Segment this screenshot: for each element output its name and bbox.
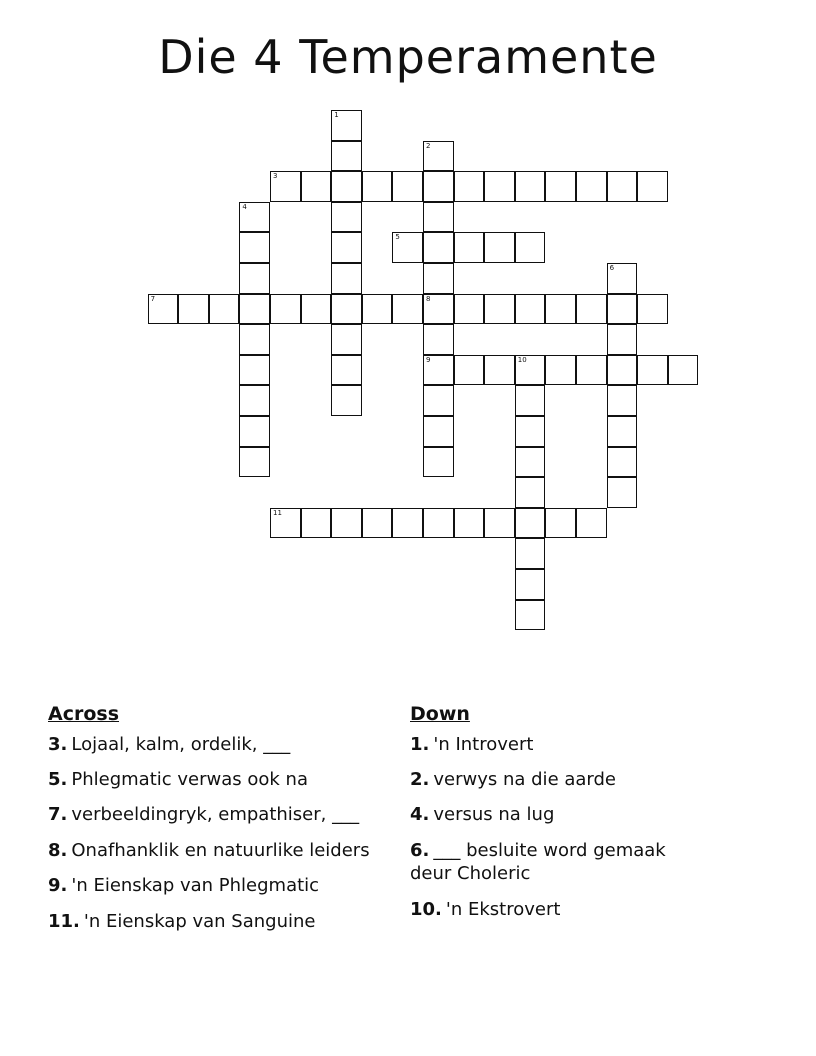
grid-cell[interactable] (423, 263, 454, 294)
cell-number: 6 (609, 264, 615, 272)
grid-cell[interactable] (668, 355, 699, 386)
grid-cell[interactable] (454, 294, 485, 325)
page-title: Die 4 Temperamente (158, 30, 658, 84)
clue-number: 5. (48, 769, 68, 791)
clue-number: 9. (48, 875, 68, 897)
clue-down-2 (410, 768, 710, 791)
grid-cell[interactable] (515, 600, 546, 631)
grid-cell[interactable] (423, 202, 454, 233)
grid-cell[interactable] (454, 355, 485, 386)
grid-cell[interactable] (423, 355, 454, 386)
grid-cell[interactable] (362, 294, 393, 325)
clue-across-5 (48, 768, 388, 791)
grid-cell[interactable] (239, 324, 270, 355)
grid-cell[interactable] (239, 416, 270, 447)
clue-text: 'n Eienskap van Sanguine (83, 910, 316, 932)
grid-cell[interactable] (331, 110, 362, 141)
grid-cell[interactable] (515, 569, 546, 600)
cell-number: 4 (242, 202, 247, 211)
down-clues (410, 702, 710, 933)
grid-cell[interactable] (331, 324, 362, 355)
grid-cell[interactable] (270, 294, 301, 325)
grid-cell[interactable] (423, 385, 454, 416)
clue-text: Lojaal, kalm, ordelik, ___ (71, 733, 291, 755)
grid-cell[interactable] (392, 171, 423, 202)
cell-number: 1 (334, 111, 339, 119)
grid-cell[interactable] (392, 508, 423, 539)
grid-cell[interactable] (545, 508, 576, 539)
grid-cell[interactable] (239, 385, 270, 416)
cell-number: 8 (426, 294, 431, 303)
grid-cell[interactable] (607, 416, 638, 447)
clue-across-3 (48, 733, 388, 756)
clue-number: 10. (410, 898, 442, 920)
grid-cell[interactable] (515, 477, 546, 508)
grid-cell[interactable] (331, 355, 362, 386)
grid-cell[interactable] (270, 171, 301, 202)
clue-across-9 (48, 874, 388, 897)
grid-cell[interactable] (607, 263, 638, 294)
clue-across-8 (48, 839, 388, 862)
grid-cell[interactable] (331, 294, 362, 325)
grid-cell[interactable] (576, 171, 607, 202)
cell-number: 5 (395, 233, 400, 242)
grid-cell[interactable] (515, 447, 546, 478)
grid-cell[interactable] (484, 171, 515, 202)
grid-cell[interactable] (331, 141, 362, 172)
grid-cell[interactable] (239, 355, 270, 386)
clue-text: Onafhanklik en natuurlike leiders (71, 839, 370, 861)
grid-cell[interactable] (607, 355, 638, 386)
cell-number: 3 (273, 172, 278, 181)
clue-down-4 (410, 803, 710, 826)
clue-text: 'n Ekstrovert (445, 898, 561, 920)
grid-cell[interactable] (423, 141, 454, 172)
clue-down-1 (410, 733, 710, 756)
clue-text: verbeeldingryk, empathiser, ___ (71, 804, 360, 826)
grid-cell[interactable] (607, 324, 638, 355)
grid-cell[interactable] (423, 416, 454, 447)
grid-cell[interactable] (454, 508, 485, 539)
clue-text: versus na lug (433, 804, 555, 826)
clue-across-7 (48, 803, 388, 826)
grid-cell[interactable] (423, 508, 454, 539)
grid-cell[interactable] (423, 447, 454, 478)
grid-cell[interactable] (239, 232, 270, 263)
grid-cell[interactable] (331, 202, 362, 233)
grid-cell[interactable] (545, 171, 576, 202)
clue-text: verwys na die aarde (433, 769, 617, 791)
grid-cell[interactable] (515, 171, 546, 202)
grid-cell[interactable] (576, 294, 607, 325)
grid-cell[interactable] (423, 294, 454, 325)
grid-cell[interactable] (484, 508, 515, 539)
clue-text: Phlegmatic verwas ook na (71, 769, 308, 791)
grid-cell[interactable] (515, 385, 546, 416)
down-heading: Down (410, 703, 470, 725)
grid-cell[interactable] (239, 263, 270, 294)
grid-cell[interactable] (607, 385, 638, 416)
grid-cell[interactable] (209, 294, 240, 325)
grid-cell[interactable] (331, 385, 362, 416)
clue-text: ___ besluite word gemaak deur Choleric (410, 839, 666, 885)
grid-cell[interactable] (239, 202, 270, 233)
grid-cell[interactable] (454, 171, 485, 202)
grid-cell[interactable] (178, 294, 209, 325)
grid-cell[interactable] (392, 232, 423, 263)
grid-cell[interactable] (423, 324, 454, 355)
grid-cell[interactable] (484, 232, 515, 263)
cell-number: 10 (517, 355, 527, 364)
grid-cell[interactable] (331, 232, 362, 263)
grid-cell[interactable] (331, 171, 362, 202)
clue-text: 'n Eienskap van Phlegmatic (71, 875, 320, 897)
clue-number: 1. (410, 733, 430, 755)
grid-cell[interactable] (423, 171, 454, 202)
grid-cell[interactable] (607, 477, 638, 508)
clue-number: 6. (410, 839, 430, 861)
grid-cell[interactable] (362, 171, 393, 202)
grid-cell[interactable] (515, 232, 546, 263)
cell-number: 7 (150, 294, 156, 303)
grid-cell[interactable] (515, 416, 546, 447)
grid-cell[interactable] (423, 232, 454, 263)
clue-number: 4. (410, 804, 430, 826)
clue-number: 11. (48, 910, 80, 932)
clue-down-10 (410, 898, 710, 921)
grid-cell[interactable] (454, 232, 485, 263)
grid-cell[interactable] (637, 355, 668, 386)
grid-cell[interactable] (301, 294, 332, 325)
clue-number: 3. (48, 733, 68, 755)
grid-cell[interactable] (392, 294, 423, 325)
grid-cell[interactable] (331, 508, 362, 539)
grid-cell[interactable] (515, 508, 546, 539)
grid-cell[interactable] (301, 508, 332, 539)
grid-cell[interactable] (239, 447, 270, 478)
grid-cell[interactable] (301, 171, 332, 202)
grid-cell[interactable] (331, 263, 362, 294)
clue-number: 8. (48, 839, 68, 861)
clue-across-11 (48, 910, 388, 933)
clue-text: 'n Introvert (433, 733, 534, 755)
grid-cell[interactable] (576, 355, 607, 386)
grid-cell[interactable] (607, 171, 638, 202)
grid-cell[interactable] (515, 538, 546, 569)
grid-cell[interactable] (576, 508, 607, 539)
grid-cell[interactable] (484, 355, 515, 386)
grid-cell[interactable] (637, 171, 668, 202)
grid-cell[interactable] (607, 294, 638, 325)
cell-number: 2 (426, 141, 431, 150)
grid-cell[interactable] (607, 447, 638, 478)
cell-number: 11 (273, 508, 282, 517)
across-clues (48, 702, 388, 945)
grid-cell[interactable] (545, 294, 576, 325)
clue-number: 2. (410, 769, 430, 791)
clue-down-6 (410, 839, 710, 886)
grid-cell[interactable] (362, 508, 393, 539)
grid-cell[interactable] (515, 294, 546, 325)
grid-cell[interactable] (545, 355, 576, 386)
grid-cell[interactable] (148, 294, 179, 325)
grid-cell[interactable] (515, 355, 546, 386)
grid-cell[interactable] (270, 508, 301, 539)
clue-number: 7. (48, 804, 68, 826)
grid-cell[interactable] (484, 294, 515, 325)
cell-number: 9 (426, 355, 431, 364)
grid-cell[interactable] (239, 294, 270, 325)
across-heading: Across (48, 703, 120, 725)
grid-cell[interactable] (637, 294, 668, 325)
